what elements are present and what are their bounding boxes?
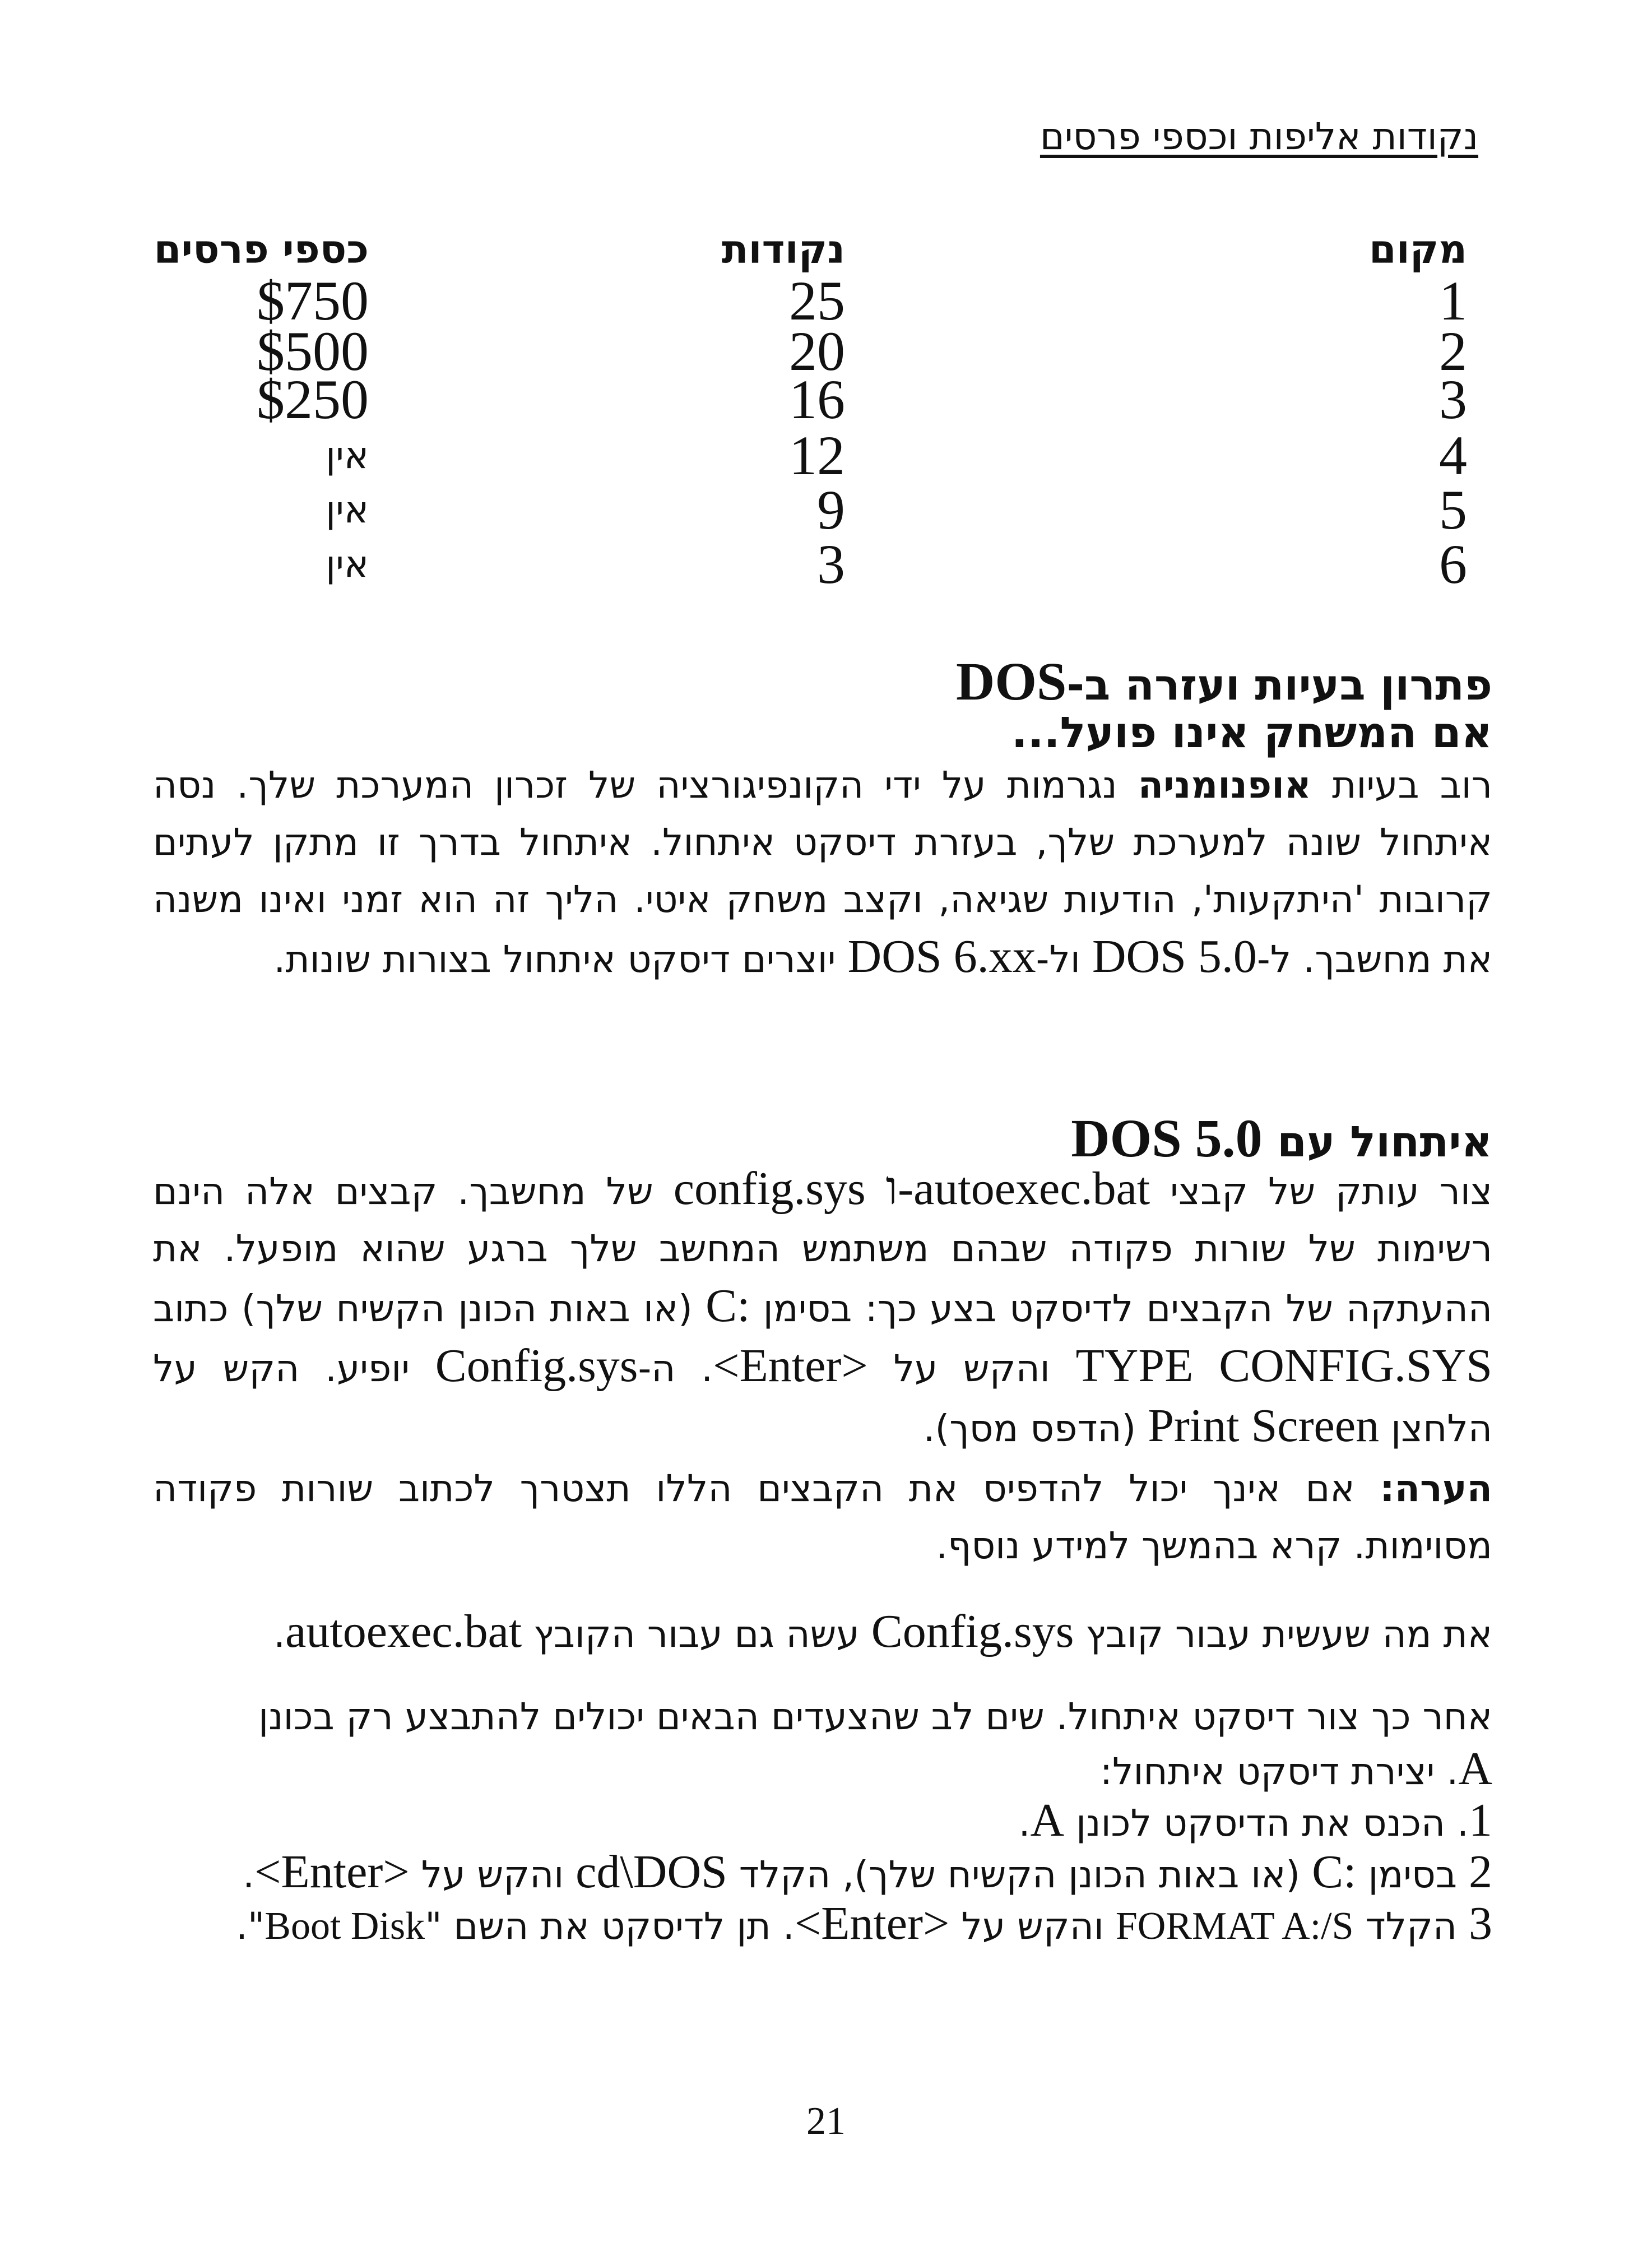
text: ". <box>235 1905 265 1948</box>
title-text: איתחול עם <box>1262 1117 1492 1166</box>
command: TYPE CONFIG.SYS <box>1075 1340 1492 1392</box>
step-number: 3 <box>1469 1897 1492 1949</box>
text: עשה גם עבור הקובץ <box>522 1613 871 1656</box>
file-name: Config.sys <box>871 1605 1074 1657</box>
step-number: 1 <box>1469 1794 1492 1846</box>
section-title-troubleshooting <box>956 650 1492 712</box>
text: והקש על <box>867 1347 1076 1390</box>
drive-prompt: C: <box>706 1280 750 1332</box>
key-enter: <Enter> <box>254 1846 410 1898</box>
note-paragraph <box>153 1460 1492 1574</box>
file-name: autoexec.bat <box>285 1605 522 1657</box>
key-print-screen: Print Screen <box>1148 1400 1380 1452</box>
table-cell: $750 <box>257 270 369 332</box>
file-name: Config.sys <box>435 1340 638 1392</box>
paragraph-troubleshooting <box>153 757 1492 988</box>
text: יופיע. הקש על הלחצן <box>153 1347 1492 1450</box>
text: יוצרים דיסקט איתחול בצורות שונות. <box>273 938 848 981</box>
table-cell: אין <box>326 434 369 477</box>
table-cell: 2 <box>1439 320 1467 382</box>
text: את מה שעשית עבור קובץ <box>1074 1613 1492 1656</box>
text: נגרמות על ידי הקונפיגורציה של זכרון המערכת שלך. נסה איתחול שונה למערכת שלך, בעזרת דיסקט איתחול. איתחול בדרך זו מתקן לעתים קרובות 'היתקעות', הודעות שגיאה, וקצב משחק איטי. הליך זה הוא זמני ואינו משנה את מחשבך. ל- <box>153 763 1492 981</box>
title-dos: DOS <box>956 651 1067 711</box>
game-name: אופנומניה <box>1138 763 1311 807</box>
drive-prompt: C: <box>1312 1846 1357 1898</box>
command: FORMAT A:/S <box>1115 1905 1354 1948</box>
prize-column <box>154 226 369 586</box>
paragraph-boot-disk <box>153 1688 1492 1745</box>
table-cell: 1 <box>1439 270 1467 332</box>
text: צור עותק של קבצי <box>1150 1170 1492 1213</box>
text: . תן לדיסקט את השם " <box>425 1905 795 1948</box>
title-dos: DOS 5.0 <box>1071 1108 1263 1168</box>
text: של מחשבך. קבצים אלה הינם רשימות של שורות פקודה שבהם משתמש המחשב שלך ברגע שהוא מופעל. את ההעתקה של הקבצים לדיסקט בצע כך: בסימן <box>153 1170 1492 1330</box>
step-number: 2 <box>1469 1846 1492 1898</box>
text: (או באות הכונן הקשיח שלך), הקלד <box>727 1853 1312 1896</box>
table-cell: 4 <box>1439 424 1467 487</box>
disk-label: Boot Disk <box>264 1905 425 1948</box>
column-header-points: נקודות <box>721 226 845 272</box>
list-item-step-a <box>153 1741 1492 1800</box>
drive-letter: A <box>1030 1794 1065 1846</box>
key-enter: <Enter> <box>794 1897 950 1949</box>
paragraph-autoexec <box>153 1603 1492 1663</box>
table-cell: 5 <box>1439 479 1467 541</box>
dos-version: DOS 6.xx <box>847 930 1036 983</box>
text: רוב בעיות <box>1311 763 1492 807</box>
text: . <box>273 1613 286 1656</box>
table-cell: אין <box>326 543 369 586</box>
section-subtitle: אם המשחק אינו פועל... <box>1011 707 1492 757</box>
text: (או באות הכונן הקשיח שלך) כתוב <box>153 1287 706 1330</box>
text: . <box>243 1853 255 1896</box>
table-cell: 12 <box>789 424 845 487</box>
table-cell: 3 <box>817 533 845 595</box>
paragraph-copy-files <box>153 1160 1492 1457</box>
table-cell: 25 <box>789 270 845 332</box>
text: והקש על <box>409 1853 576 1896</box>
text: אחר כך צור דיסקט איתחול. שים לב שהצעדים הבאים יכולים להתבצע רק בכונן <box>258 1695 1492 1738</box>
list-item-step-1 <box>153 1793 1492 1851</box>
table-cell: $500 <box>257 320 369 382</box>
text: . <box>1018 1801 1031 1845</box>
dos-version: DOS 5.0 <box>1092 930 1257 983</box>
page-number: 21 <box>806 2100 846 2143</box>
text: ול- <box>1036 938 1092 981</box>
text: . יצירת דיסקט איתחול: <box>1099 1750 1459 1793</box>
standings-table <box>154 226 1467 595</box>
key-enter: <Enter> <box>713 1340 868 1392</box>
place-column <box>1369 226 1467 595</box>
text: הקלד <box>1353 1905 1469 1948</box>
title-text: פתרון בעיות ועזרה ב- <box>1066 660 1492 710</box>
step-letter: A <box>1458 1743 1492 1795</box>
table-cell: $250 <box>257 368 369 430</box>
note-text: אם אינך יכול להדפיס את הקבצים הללו תצטרך לכתוב שורות פקודה מסוימות. קרא בהמשך למידע נוסף. <box>153 1467 1492 1567</box>
column-header-prize: כספי פרסים <box>154 226 369 272</box>
text: בסימן <box>1356 1853 1469 1896</box>
table-cell: אין <box>326 488 369 531</box>
table-cell: 3 <box>1439 368 1467 430</box>
running-header: נקודות אליפות וכספי פרסים <box>1040 115 1478 158</box>
text: והקש על <box>949 1905 1116 1948</box>
list-item-step-3 <box>153 1896 1492 1955</box>
file-names: config.sys ו-autoexec.bat <box>673 1163 1150 1215</box>
command: cd\DOS <box>576 1846 727 1898</box>
column-header-place: מקום <box>1369 226 1467 272</box>
list-item-step-2 <box>153 1844 1492 1903</box>
table-cell: 9 <box>817 479 845 541</box>
note-label: הערה: <box>1380 1467 1492 1510</box>
table-cell: 20 <box>789 320 845 382</box>
text: . ה- <box>638 1347 713 1390</box>
text: (הדפס מסך). <box>923 1407 1148 1450</box>
table-cell: 6 <box>1439 533 1467 595</box>
points-column <box>721 226 845 595</box>
table-cell: 16 <box>789 368 845 430</box>
text: . הכנס את הדיסקט לכונן <box>1064 1801 1469 1845</box>
